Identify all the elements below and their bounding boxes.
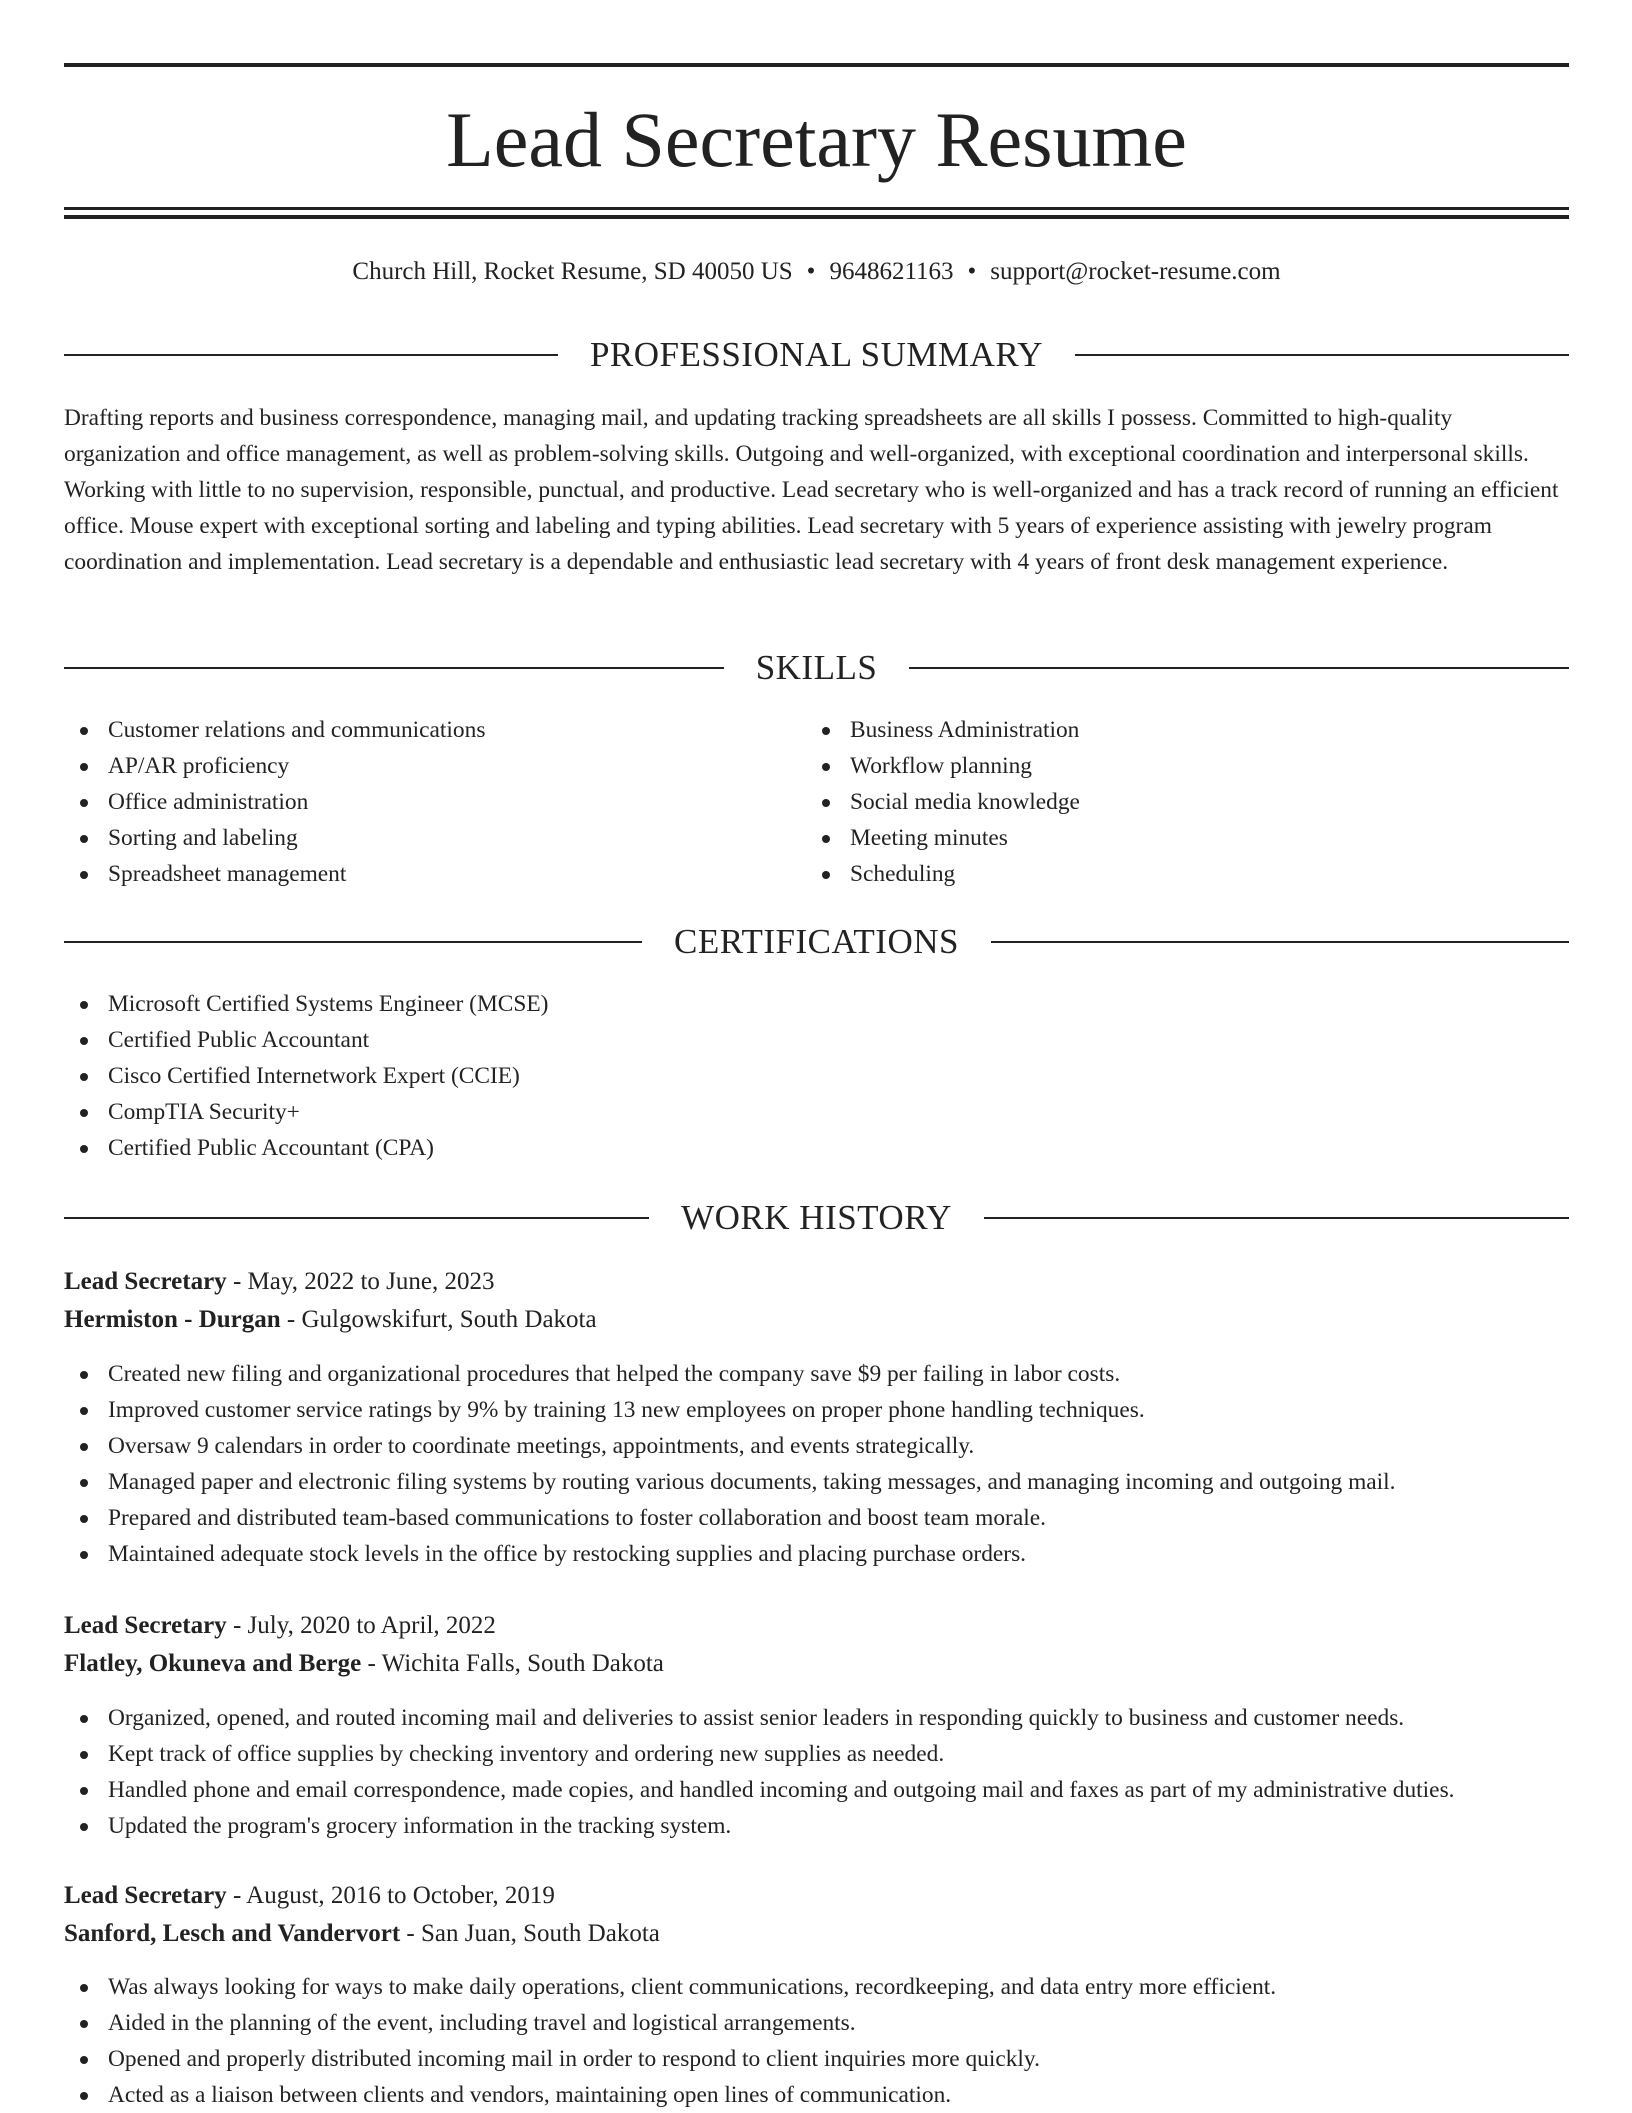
summary-text: Drafting reports and business correspondence, managing mail, and updating tracking spreadsheets are all skills I possess. Committed to high-quality organization and office management, as well as problem-solving skills. Outgoing and well-organized, with exceptional coordination and interpersonal skills. Working with little to no supervision, responsible, punctual, and productive. Lead secretary who is well-organized and has a track record of running an efficient office. Mouse expert with exceptional sorting and labeling and typing abilities. Lead secretary with 5 years of experience assisting with jewelry program coordination and implementation. Lead secretary is a dependable and enthusiastic lead secretary with 4 years of front desk management experience. xyxy=(64,405,1559,575)
job-title-line xyxy=(64,1877,1569,1915)
section-header-skills xyxy=(64,646,1569,690)
certification-item: Certified Public Accountant (CPA) xyxy=(64,1130,1064,1166)
skills-list-left xyxy=(64,712,764,892)
job-title: Lead Secretary xyxy=(64,1882,227,1909)
certifications-list xyxy=(64,986,1064,1166)
job-dates: - August, 2016 to October, 2019 xyxy=(232,1882,555,1909)
section-title: PROFESSIONAL SUMMARY xyxy=(589,335,1044,374)
top-divider xyxy=(64,63,1569,67)
title-divider-lower xyxy=(64,215,1569,219)
job-company: Hermiston - Durgan xyxy=(64,1306,281,1333)
job-title-line xyxy=(64,1263,1569,1301)
contact-separator: • xyxy=(967,258,977,285)
page-title: Lead Secretary Resume xyxy=(446,96,1187,183)
job-duties-list xyxy=(64,1700,1569,1844)
contact-phone: 9648621163 xyxy=(829,258,954,285)
job-company-line xyxy=(64,1645,1569,1683)
section-rule xyxy=(64,941,642,943)
job-company-line xyxy=(64,1301,1569,1339)
job-title-line xyxy=(64,1607,1569,1645)
job-duty: Organized, opened, and routed incoming mail and deliveries to assist senior leaders in responding quickly to business and customer needs. xyxy=(64,1700,1569,1736)
skill-item: Spreadsheet management xyxy=(64,856,764,892)
skill-item: Office administration xyxy=(64,784,764,820)
section-rule xyxy=(909,667,1569,669)
contact-address: Church Hill, Rocket Resume, SD 40050 US xyxy=(352,258,793,285)
section-header-work-history xyxy=(64,1196,1569,1240)
section-rule xyxy=(991,941,1569,943)
job-duty: Acted as a liaison between clients and vendors, maintaining open lines of communication. xyxy=(64,2077,1569,2113)
job-title: Lead Secretary xyxy=(64,1612,227,1639)
job-duty: Handled phone and email correspondence, made copies, and handled incoming and outgoing mail and faxes as part of my administrative duties. xyxy=(64,1772,1569,1808)
section-header-certifications xyxy=(64,920,1569,964)
job-company-line xyxy=(64,1915,1569,1953)
section-rule xyxy=(1075,354,1569,356)
job-duty: Aided in the planning of the event, including travel and logistical arrangements. xyxy=(64,2005,1569,2041)
job-company: Flatley, Okuneva and Berge xyxy=(64,1650,362,1677)
skill-item: Sorting and labeling xyxy=(64,820,764,856)
job-duty: Prepared and distributed team-based communications to foster collaboration and boost team morale. xyxy=(64,1500,1569,1536)
section-rule xyxy=(984,1217,1569,1219)
section-rule xyxy=(64,667,724,669)
certification-item: Cisco Certified Internetwork Expert (CCIE) xyxy=(64,1058,1064,1094)
job-duty: Was always looking for ways to make daily operations, client communications, recordkeeping, and data entry more efficient. xyxy=(64,1969,1569,2005)
job-duties-list xyxy=(64,1969,1569,2113)
section-header-summary xyxy=(64,333,1569,377)
section-title: WORK HISTORY xyxy=(681,1198,952,1237)
contact-separator: • xyxy=(806,258,816,285)
certification-item: CompTIA Security+ xyxy=(64,1094,1064,1130)
section-title: CERTIFICATIONS xyxy=(674,922,959,961)
skill-item: Scheduling xyxy=(806,856,1506,892)
job-duty: Maintained adequate stock levels in the office by restocking supplies and placing purchase orders. xyxy=(64,1536,1569,1572)
job-dates: - July, 2020 to April, 2022 xyxy=(232,1612,496,1639)
skill-item: Workflow planning xyxy=(806,748,1506,784)
job-duty: Opened and properly distributed incoming mail in order to respond to client inquiries more quickly. xyxy=(64,2041,1569,2077)
job-company: Sanford, Lesch and Vandervort xyxy=(64,1920,401,1947)
job-duty: Updated the program's grocery information in the tracking system. xyxy=(64,1808,1569,1844)
section-rule xyxy=(64,354,558,356)
skill-item: Social media knowledge xyxy=(806,784,1506,820)
skills-list-right xyxy=(806,712,1506,892)
skill-item: Customer relations and communications xyxy=(64,712,764,748)
skill-item: AP/AR proficiency xyxy=(64,748,764,784)
job-duty: Improved customer service ratings by 9% by training 13 new employees on proper phone handling techniques. xyxy=(64,1392,1569,1428)
skill-item: Meeting minutes xyxy=(806,820,1506,856)
job-duty: Managed paper and electronic filing systems by routing various documents, taking messages, and managing incoming and outgoing mail. xyxy=(64,1464,1569,1500)
contact-email: support@rocket-resume.com xyxy=(990,258,1281,285)
job-location: - San Juan, South Dakota xyxy=(406,1920,660,1947)
skill-item: Business Administration xyxy=(806,712,1506,748)
job-duty: Oversaw 9 calendars in order to coordinate meetings, appointments, and events strategically. xyxy=(64,1428,1569,1464)
job-duty: Kept track of office supplies by checking inventory and ordering new supplies as needed. xyxy=(64,1736,1569,1772)
section-title: SKILLS xyxy=(755,648,878,687)
job-duty: Created new filing and organizational procedures that helped the company save $9 per failing in labor costs. xyxy=(64,1356,1569,1392)
job-duties-list xyxy=(64,1356,1569,1572)
certification-item: Microsoft Certified Systems Engineer (MCSE) xyxy=(64,986,1064,1022)
job-dates: - May, 2022 to June, 2023 xyxy=(232,1268,495,1295)
certification-item: Certified Public Accountant xyxy=(64,1022,1064,1058)
job-location: - Gulgowskifurt, South Dakota xyxy=(286,1306,597,1333)
title-divider-upper xyxy=(64,207,1569,210)
job-title: Lead Secretary xyxy=(64,1268,227,1295)
section-rule xyxy=(64,1217,649,1219)
contact-info xyxy=(64,252,1569,292)
job-location: - Wichita Falls, South Dakota xyxy=(367,1650,664,1677)
